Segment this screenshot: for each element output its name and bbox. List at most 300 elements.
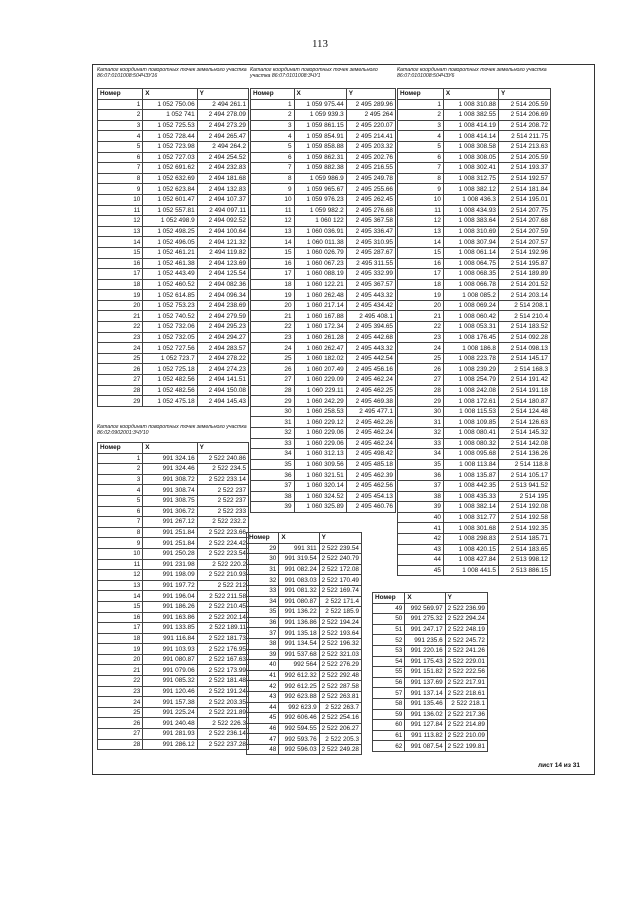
table-row bbox=[398, 311, 551, 322]
point-number: 1 bbox=[98, 453, 143, 464]
table-row bbox=[251, 99, 396, 110]
point-number: 27 bbox=[251, 375, 295, 386]
point-number: 57 bbox=[373, 688, 405, 699]
coord-x: 991 083.03 bbox=[279, 575, 319, 586]
coord-x: 991 198.09 bbox=[143, 570, 197, 581]
table-row bbox=[247, 723, 362, 734]
coord-x: 1 008 308.05 bbox=[443, 152, 498, 163]
coord-y: 2 522 226.3 bbox=[197, 718, 248, 729]
table-row bbox=[251, 290, 396, 301]
table-row bbox=[251, 184, 396, 195]
table-row bbox=[251, 226, 396, 237]
coord-y: 2 494 264.2 bbox=[197, 141, 248, 152]
coord-y: 2 495 462.24 bbox=[346, 438, 395, 449]
point-number: 55 bbox=[373, 667, 405, 678]
point-number: 4 bbox=[398, 131, 444, 142]
point-number: 40 bbox=[247, 660, 279, 671]
table-row bbox=[98, 612, 249, 623]
point-number: 42 bbox=[247, 681, 279, 692]
table-row bbox=[247, 575, 362, 586]
table-row bbox=[247, 607, 362, 618]
point-number: 29 bbox=[398, 396, 444, 407]
table-row bbox=[98, 216, 249, 227]
coord-x: 991 319.54 bbox=[279, 554, 319, 565]
coord-y: 2 522 185.9 bbox=[319, 607, 361, 618]
point-number: 49 bbox=[373, 603, 405, 614]
point-number: 24 bbox=[251, 343, 295, 354]
coord-y: 2 514 201.52 bbox=[498, 279, 550, 290]
point-number: 30 bbox=[251, 406, 295, 417]
point-number: 22 bbox=[398, 322, 444, 333]
table-row bbox=[98, 580, 249, 591]
coord-y: 2 514 207.59 bbox=[498, 226, 550, 237]
coord-x: 1 052 753.23 bbox=[143, 300, 197, 311]
table-row bbox=[251, 120, 396, 131]
point-number: 54 bbox=[373, 656, 405, 667]
coord-y: 2 494 265.47 bbox=[197, 131, 248, 142]
coord-y: 2 495 462.26 bbox=[346, 417, 395, 428]
point-number: 5 bbox=[98, 141, 143, 152]
table-row bbox=[98, 332, 249, 343]
point-number: 3 bbox=[98, 474, 143, 485]
point-number: 10 bbox=[251, 194, 295, 205]
table-row bbox=[398, 141, 551, 152]
coord-x: 991 151.82 bbox=[405, 667, 445, 678]
table-row bbox=[398, 375, 551, 386]
table-row bbox=[398, 417, 551, 428]
coord-x: 1 059 861.15 bbox=[294, 120, 346, 131]
coord-x: 1 008 301.68 bbox=[443, 523, 498, 534]
table-row bbox=[98, 226, 249, 237]
coord-x: 991 311 bbox=[279, 543, 319, 554]
coord-x: 1 060 325.89 bbox=[294, 502, 346, 513]
point-number: 3 bbox=[398, 120, 444, 131]
coord-x: 1 008 442.35 bbox=[443, 480, 498, 491]
coord-y: 2 514 183.65 bbox=[498, 544, 550, 555]
coord-y: 2 522 210.93 bbox=[197, 570, 248, 581]
coord-x: 1 059 982.2 bbox=[294, 205, 346, 216]
coord-x: 1 052 475.18 bbox=[143, 396, 197, 407]
table-row bbox=[247, 649, 362, 660]
coord-y: 2 495 443.32 bbox=[346, 290, 395, 301]
coord-y: 2 514 142.08 bbox=[498, 438, 550, 449]
point-number: 18 bbox=[398, 279, 444, 290]
table-row bbox=[398, 247, 551, 258]
coord-y: 2 522 263.7 bbox=[319, 702, 361, 713]
table-row bbox=[98, 269, 249, 280]
table-row bbox=[98, 364, 249, 375]
point-number: 42 bbox=[398, 533, 444, 544]
point-number: 2 bbox=[251, 110, 295, 121]
coord-x: 1 008 069.24 bbox=[443, 300, 498, 311]
coord-x: 1 052 482.56 bbox=[143, 385, 197, 396]
coord-x: 991 220.16 bbox=[405, 645, 445, 656]
point-number: 22 bbox=[98, 676, 143, 687]
coord-y: 2 514 145.32 bbox=[498, 428, 550, 439]
point-number: 12 bbox=[98, 216, 143, 227]
point-number: 26 bbox=[251, 364, 295, 375]
coord-x: 1 060 261.28 bbox=[294, 332, 346, 343]
coord-y: 2 522 220.2 bbox=[197, 559, 248, 570]
coord-y: 2 494 125.54 bbox=[197, 269, 248, 280]
table-row bbox=[98, 495, 249, 506]
point-number: 36 bbox=[251, 470, 295, 481]
page-number: 113 bbox=[311, 38, 329, 50]
point-number: 29 bbox=[247, 543, 279, 554]
coord-y: 2 495 462.24 bbox=[346, 375, 395, 386]
table-row bbox=[373, 677, 488, 688]
table-row bbox=[247, 585, 362, 596]
point-number: 23 bbox=[251, 332, 295, 343]
coord-y: 2 494 082.36 bbox=[197, 279, 248, 290]
coord-y: 2 522 191.24 bbox=[197, 686, 248, 697]
coord-x: 1 052 741 bbox=[143, 110, 197, 121]
coord-x: 1 060 011.38 bbox=[294, 237, 346, 248]
coord-x: 991 175.43 bbox=[405, 656, 445, 667]
coord-x: 1 060 229.06 bbox=[294, 428, 346, 439]
coord-y: 2 514 207.57 bbox=[498, 237, 550, 248]
point-number: 15 bbox=[98, 247, 143, 258]
point-number: 21 bbox=[98, 311, 143, 322]
point-number: 37 bbox=[247, 628, 279, 639]
table-row bbox=[251, 216, 396, 227]
point-number: 34 bbox=[251, 449, 295, 460]
point-number: 60 bbox=[373, 720, 405, 731]
point-number: 13 bbox=[251, 226, 295, 237]
table-row bbox=[98, 141, 249, 152]
table-block-3 bbox=[397, 67, 551, 576]
coord-x: 991 133.85 bbox=[143, 623, 197, 634]
coord-x: 991 537.68 bbox=[279, 649, 319, 660]
coord-y: 2 522 205.3 bbox=[319, 734, 361, 745]
point-number: 21 bbox=[398, 311, 444, 322]
table-row bbox=[98, 464, 249, 475]
coordinates-table bbox=[250, 88, 396, 513]
point-number: 46 bbox=[247, 723, 279, 734]
point-number: 4 bbox=[251, 131, 295, 142]
table-row bbox=[251, 141, 396, 152]
coord-y: 2 522 203.35 bbox=[197, 697, 248, 708]
point-number: 37 bbox=[251, 480, 295, 491]
coord-y: 2 522 237.28 bbox=[197, 739, 248, 750]
coord-y: 2 513 998.12 bbox=[498, 555, 550, 566]
point-number: 8 bbox=[98, 173, 143, 184]
coord-x: 1 052 443.49 bbox=[143, 269, 197, 280]
table-row bbox=[398, 152, 551, 163]
coord-x: 1 008 115.53 bbox=[443, 406, 498, 417]
coord-x: 991 081.32 bbox=[279, 585, 319, 596]
table-row bbox=[247, 681, 362, 692]
header-x: X bbox=[279, 533, 319, 544]
coord-y: 2 494 132.83 bbox=[197, 184, 248, 195]
table-row bbox=[251, 428, 396, 439]
coord-y: 2 522 214.89 bbox=[445, 720, 487, 731]
table-row bbox=[251, 375, 396, 386]
point-number: 4 bbox=[98, 485, 143, 496]
table-row bbox=[251, 480, 396, 491]
point-number: 14 bbox=[398, 237, 444, 248]
coord-y: 2 494 254.52 bbox=[197, 152, 248, 163]
coord-x: 992 612.32 bbox=[279, 670, 319, 681]
point-number: 2 bbox=[98, 464, 143, 475]
point-number: 19 bbox=[398, 290, 444, 301]
table-row bbox=[98, 375, 249, 386]
coord-y: 2 514 181.84 bbox=[498, 184, 550, 195]
coord-x: 991 134.54 bbox=[279, 638, 319, 649]
point-number: 47 bbox=[247, 734, 279, 745]
coord-x: 1 008 310.69 bbox=[443, 226, 498, 237]
table-row bbox=[251, 163, 396, 174]
table-row bbox=[98, 343, 249, 354]
coord-y: 2 495 202.76 bbox=[346, 152, 395, 163]
table-caption: Каталог координат поворотных точек земельного участка 86:07:0101008:504ЧЗУ16 bbox=[97, 67, 247, 79]
point-number: 30 bbox=[398, 406, 444, 417]
point-number: 1 bbox=[98, 99, 143, 110]
point-number: 39 bbox=[247, 649, 279, 660]
coord-x: 1 008 061.14 bbox=[443, 247, 498, 258]
table-row bbox=[98, 538, 249, 549]
coord-y: 2 522 321.03 bbox=[319, 649, 361, 660]
coord-x: 991 116.84 bbox=[143, 633, 197, 644]
coord-y: 2 495 469.38 bbox=[346, 396, 395, 407]
table-header-row bbox=[98, 89, 249, 100]
table-block-1 bbox=[97, 67, 249, 407]
coord-y: 2 514 183.52 bbox=[498, 322, 550, 333]
point-number: 43 bbox=[398, 544, 444, 555]
coord-y: 2 522 233 bbox=[197, 506, 248, 517]
coord-y: 2 514 185.71 bbox=[498, 533, 550, 544]
coord-y: 2 495 408.1 bbox=[346, 311, 395, 322]
table-row bbox=[98, 686, 249, 697]
table-row bbox=[98, 548, 249, 559]
point-number: 26 bbox=[398, 364, 444, 375]
table-row bbox=[98, 665, 249, 676]
coord-y: 2 522 211.58 bbox=[197, 591, 248, 602]
coord-x: 1 008 060.42 bbox=[443, 311, 498, 322]
point-number: 48 bbox=[247, 744, 279, 755]
table-row bbox=[398, 99, 551, 110]
coord-x: 1 008 382.14 bbox=[443, 502, 498, 513]
coord-x: 991 225.24 bbox=[143, 707, 197, 718]
coord-y: 2 494 283.57 bbox=[197, 343, 248, 354]
header-y: Y bbox=[498, 89, 550, 100]
coord-x: 992 593.76 bbox=[279, 734, 319, 745]
table-row bbox=[251, 247, 396, 258]
point-number: 18 bbox=[98, 633, 143, 644]
point-number: 19 bbox=[251, 290, 295, 301]
point-number: 31 bbox=[398, 417, 444, 428]
coord-y: 2 495 276.68 bbox=[346, 205, 395, 216]
point-number: 3 bbox=[98, 120, 143, 131]
point-number: 25 bbox=[398, 353, 444, 364]
point-number: 15 bbox=[398, 247, 444, 258]
point-number: 20 bbox=[398, 300, 444, 311]
table-row bbox=[398, 459, 551, 470]
table-row bbox=[247, 660, 362, 671]
table-row bbox=[98, 131, 249, 142]
coord-y: 2 522 171.4 bbox=[319, 596, 361, 607]
coordinates-table bbox=[246, 532, 362, 755]
table-row bbox=[251, 110, 396, 121]
point-number: 52 bbox=[373, 635, 405, 646]
table-header-row bbox=[251, 89, 396, 100]
coord-y: 2 522 263.81 bbox=[319, 691, 361, 702]
coord-x: 1 052 498.9 bbox=[143, 216, 197, 227]
header-number: Номер bbox=[398, 89, 444, 100]
point-number: 14 bbox=[98, 591, 143, 602]
point-number: 9 bbox=[398, 184, 444, 195]
table-row bbox=[398, 332, 551, 343]
coord-y: 2 494 238.69 bbox=[197, 300, 248, 311]
coord-x: 1 008 414.19 bbox=[443, 120, 498, 131]
point-number: 15 bbox=[251, 247, 295, 258]
coord-y: 2 514 168.3 bbox=[498, 364, 550, 375]
point-number: 37 bbox=[398, 480, 444, 491]
point-number: 45 bbox=[398, 565, 444, 576]
coord-y: 2 495 336.47 bbox=[346, 226, 395, 237]
table-row bbox=[98, 152, 249, 163]
coord-y: 2 494 232.83 bbox=[197, 163, 248, 174]
table-header-row bbox=[398, 89, 551, 100]
table-row bbox=[251, 353, 396, 364]
point-number: 38 bbox=[398, 491, 444, 502]
coord-x: 991 137.69 bbox=[405, 677, 445, 688]
coord-x: 1 008 053.31 bbox=[443, 322, 498, 333]
header-x: X bbox=[405, 593, 445, 604]
point-number: 21 bbox=[98, 665, 143, 676]
table-row bbox=[373, 709, 488, 720]
table-row bbox=[398, 565, 551, 576]
coord-y: 2 522 287.58 bbox=[319, 681, 361, 692]
coord-y: 2 514 126.63 bbox=[498, 417, 550, 428]
coordinates-table bbox=[372, 592, 488, 752]
table-row bbox=[398, 523, 551, 534]
coordinates-table bbox=[97, 88, 249, 407]
coord-x: 991 251.84 bbox=[143, 527, 197, 538]
coord-x: 1 059 939.3 bbox=[294, 110, 346, 121]
coord-y: 2 522 210.09 bbox=[445, 730, 487, 741]
coord-x: 1 060 242.29 bbox=[294, 396, 346, 407]
coord-x: 1 008 382.12 bbox=[443, 184, 498, 195]
coord-x: 1 052 614.85 bbox=[143, 290, 197, 301]
coord-x: 991 103.93 bbox=[143, 644, 197, 655]
table-row bbox=[373, 698, 488, 709]
coord-x: 1 060 320.14 bbox=[294, 480, 346, 491]
coord-y: 2 514 192.57 bbox=[498, 173, 550, 184]
table-row bbox=[98, 99, 249, 110]
coord-y: 2 522 181.48 bbox=[197, 676, 248, 687]
table-row bbox=[98, 474, 249, 485]
coord-y: 2 522 181.73 bbox=[197, 633, 248, 644]
table-row bbox=[398, 120, 551, 131]
point-number: 14 bbox=[251, 237, 295, 248]
coord-x: 1 060 217.14 bbox=[294, 300, 346, 311]
table-row bbox=[373, 614, 488, 625]
coord-x: 1 060 172.34 bbox=[294, 322, 346, 333]
coord-x: 1 059 854.91 bbox=[294, 131, 346, 142]
coord-x: 991 308.75 bbox=[143, 495, 197, 506]
table-row bbox=[373, 688, 488, 699]
point-number: 41 bbox=[398, 523, 444, 534]
coord-x: 1 008 383.64 bbox=[443, 216, 498, 227]
table-row bbox=[98, 385, 249, 396]
point-number: 32 bbox=[251, 428, 295, 439]
table-header-row bbox=[373, 593, 488, 604]
coord-y: 2 495 255.66 bbox=[346, 184, 395, 195]
table-row bbox=[98, 396, 249, 407]
coord-y: 2 495 462.39 bbox=[346, 470, 395, 481]
table-row bbox=[98, 194, 249, 205]
coord-y: 2 494 150.08 bbox=[197, 385, 248, 396]
coord-y: 2 514 195 bbox=[498, 491, 550, 502]
coord-y: 2 495 311.55 bbox=[346, 258, 395, 269]
table-row bbox=[398, 300, 551, 311]
coord-x: 1 008 298.83 bbox=[443, 533, 498, 544]
table-header-row bbox=[98, 443, 249, 454]
table-row bbox=[251, 300, 396, 311]
coord-x: 1 059 858.88 bbox=[294, 141, 346, 152]
coord-x: 1 059 975.44 bbox=[294, 99, 346, 110]
point-number: 30 bbox=[247, 554, 279, 565]
coord-x: 1 060 262.47 bbox=[294, 343, 346, 354]
table-row bbox=[251, 194, 396, 205]
coord-x: 1 008 308.58 bbox=[443, 141, 498, 152]
table-row bbox=[98, 311, 249, 322]
table-row bbox=[251, 459, 396, 470]
table-row bbox=[247, 564, 362, 575]
point-number: 12 bbox=[251, 216, 295, 227]
coord-x: 991 113.82 bbox=[405, 730, 445, 741]
table-row bbox=[247, 713, 362, 724]
point-number: 1 bbox=[398, 99, 444, 110]
coord-y: 2 495 262.45 bbox=[346, 194, 395, 205]
coord-x: 991 136.02 bbox=[405, 709, 445, 720]
point-number: 28 bbox=[98, 739, 143, 750]
table-row bbox=[398, 512, 551, 523]
coord-y: 2 513 886.15 bbox=[498, 565, 550, 576]
table-row bbox=[98, 739, 249, 750]
coord-y: 2 514 208.72 bbox=[498, 120, 550, 131]
coord-y: 2 522 240.86 bbox=[197, 453, 248, 464]
table-row bbox=[98, 644, 249, 655]
coord-x: 992 623.88 bbox=[279, 691, 319, 702]
coord-x: 1 008 435.33 bbox=[443, 491, 498, 502]
point-number: 11 bbox=[98, 205, 143, 216]
table-row bbox=[398, 184, 551, 195]
table-row bbox=[247, 744, 362, 755]
coord-x: 992 594.55 bbox=[279, 723, 319, 734]
header-number: Номер bbox=[247, 533, 279, 544]
coord-x: 1 052 623.84 bbox=[143, 184, 197, 195]
coord-y: 2 522 237 bbox=[197, 485, 248, 496]
table-row bbox=[98, 173, 249, 184]
table-row bbox=[98, 290, 249, 301]
table-row bbox=[247, 628, 362, 639]
coord-x: 991 085.32 bbox=[143, 676, 197, 687]
table-row bbox=[98, 729, 249, 740]
coord-y: 2 514 210.4 bbox=[498, 311, 550, 322]
table-row bbox=[251, 237, 396, 248]
point-number: 9 bbox=[251, 184, 295, 195]
coord-x: 992 596.03 bbox=[279, 744, 319, 755]
coord-y: 2 522 170.49 bbox=[319, 575, 361, 586]
point-number: 10 bbox=[98, 548, 143, 559]
coord-y: 2 522 218.1 bbox=[445, 698, 487, 709]
coord-y: 2 522 210.45 bbox=[197, 601, 248, 612]
point-number: 24 bbox=[98, 697, 143, 708]
coord-x: 991 135.18 bbox=[279, 628, 319, 639]
coord-y: 2 514 124.48 bbox=[498, 406, 550, 417]
